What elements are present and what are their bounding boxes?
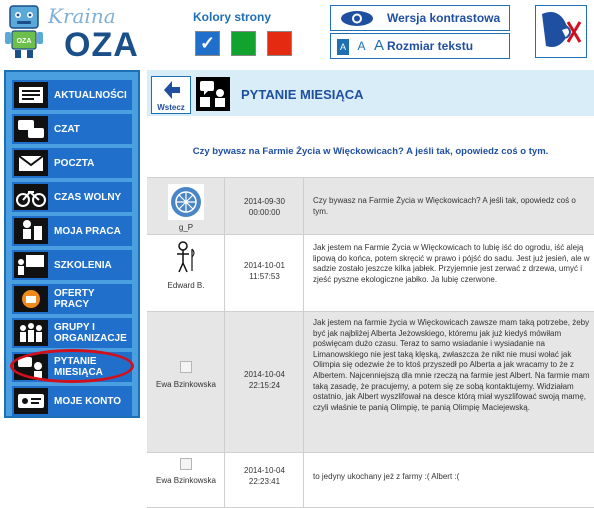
bicycle-icon bbox=[14, 184, 48, 210]
sidebar-item-label: CZAT bbox=[54, 123, 80, 135]
job-offers-icon bbox=[14, 286, 48, 312]
author-cell bbox=[147, 178, 225, 234]
avatar-placeholder bbox=[180, 361, 192, 373]
back-button[interactable] bbox=[151, 76, 191, 114]
highlight-ellipse bbox=[10, 349, 134, 383]
post-time: 22:15:24 bbox=[248, 381, 281, 390]
post-text: to jedyny ukochany jeż z farmy :( Albert :( bbox=[313, 472, 460, 481]
worker-icon bbox=[14, 218, 48, 244]
sidebar-item-moje-konto[interactable] bbox=[12, 386, 132, 416]
account-icon bbox=[14, 388, 48, 414]
sidebar-item-grupy-i-organizacje[interactable] bbox=[12, 318, 132, 348]
sidebar-item-aktualnosci[interactable] bbox=[12, 80, 132, 110]
author-cell bbox=[147, 235, 225, 311]
sidebar-item-czat[interactable] bbox=[12, 114, 132, 144]
check-icon: ✓ bbox=[199, 33, 216, 53]
robot-mascot-icon bbox=[4, 4, 44, 60]
author-name: Ewa Bzinkowska bbox=[155, 380, 217, 389]
contrast-version-button[interactable] bbox=[330, 5, 510, 31]
post-time: 11:57:53 bbox=[249, 272, 280, 281]
table-row bbox=[147, 235, 594, 312]
author-cell bbox=[147, 312, 225, 452]
font-size-small[interactable]: A bbox=[337, 39, 349, 55]
date-cell bbox=[225, 235, 304, 311]
kraina-oza-logo[interactable] bbox=[4, 2, 144, 62]
groups-icon bbox=[14, 320, 48, 346]
contrast-version-label: Wersja kontrastowa bbox=[387, 11, 501, 25]
avatar-icon bbox=[168, 184, 204, 220]
sidebar-item-oferty-pracy[interactable] bbox=[12, 284, 132, 314]
message-cell bbox=[304, 235, 594, 311]
date-cell bbox=[225, 312, 304, 452]
back-label: Wstecz bbox=[157, 103, 185, 112]
chat-icon bbox=[14, 116, 48, 142]
font-size-button[interactable] bbox=[330, 33, 510, 59]
arrow-left-icon bbox=[163, 80, 181, 100]
post-date: 2014-10-04 bbox=[244, 370, 285, 379]
font-size-medium[interactable]: A bbox=[357, 39, 366, 53]
author-name: Edward B. bbox=[167, 281, 205, 290]
author-name: g_P bbox=[178, 223, 194, 232]
sidebar-item-label: POCZTA bbox=[54, 157, 95, 169]
author-name: Ewa Bzinkowska bbox=[155, 476, 217, 485]
font-size-large[interactable]: A bbox=[373, 37, 384, 54]
table-row bbox=[147, 453, 594, 508]
sidebar-item-poczta[interactable] bbox=[12, 148, 132, 178]
sidebar-item-label: MOJA PRACA bbox=[54, 225, 121, 237]
sidebar-item-moja-praca[interactable] bbox=[12, 216, 132, 246]
sign-language-button[interactable] bbox=[535, 5, 587, 58]
post-date: 2014-10-01 bbox=[244, 261, 285, 270]
sidebar-item-szkolenia[interactable] bbox=[12, 250, 132, 280]
table-row bbox=[147, 178, 594, 235]
post-text: Jak jestem na Farmie Życia w Więckowicach to lubię iść do ogrodu, iść aleją lipową do końca, potem skręcić w prawo i pójść do sadu. Jest już jesień, ale w sadzie zostało jeszcze kilka jabłek. Przyjemnie jest zerwać z drzewa, umyć i zjeść pyszne ekologiczne jabłko. Ja lubię czerwone. bbox=[313, 243, 590, 284]
svg-text:OZA: OZA bbox=[16, 38, 32, 45]
sidebar-item-label: SZKOLENIA bbox=[54, 259, 112, 271]
post-time: 00:00:00 bbox=[248, 208, 281, 217]
date-cell bbox=[225, 178, 304, 234]
sidebar-nav bbox=[4, 70, 140, 418]
sidebar-item-label: GRUPY I ORGANIZACJE bbox=[54, 322, 127, 344]
date-cell bbox=[225, 453, 304, 507]
title-bar bbox=[147, 70, 594, 116]
post-text: Jak jestem na farmie życia w Więckowicach zawsze mam taką potrzebe, żeby być jak najbliżej Alberta Jeżowskiego, któremu jak już kiedyś mówiłam poświęcam dużo czasu. Teraz to samo wsiadanie i wysiadanie na Limanowskiego nie jest taką klęską, zwłaszcza że nikt nie musi wołać jak Olimpia się odezwie że to ktoś przyszedł po Alberta a jak wracamy to że z Albertem. Najcenniejszą dla mnie rzeczą na farmie jest Albert. Na farmie mam taką zasadę, że pracujemy, a potem się ze sobą kontaktujemy. Widziałam ostatnio, jak Albert wyszlifował na desce którą miał wyszlifować swoją mamę, czyli właśnie te panią Olimpię, te panią Olimpię Maciejewską. bbox=[313, 318, 590, 412]
mail-icon bbox=[14, 150, 48, 176]
sidebar-item-label: AKTUALNOŚCI bbox=[54, 89, 127, 101]
sidebar-item-label: MOJE KONTO bbox=[54, 395, 122, 407]
message-cell bbox=[304, 312, 594, 452]
colors-title: Kolory strony bbox=[193, 10, 272, 24]
logo-word-kraina: Kraina bbox=[48, 4, 116, 28]
font-size-label: Rozmiar tekstu bbox=[387, 39, 474, 53]
post-date: 2014-10-04 bbox=[244, 466, 285, 475]
sidebar-item-czas-wolny[interactable] bbox=[12, 182, 132, 212]
color-swatch-red[interactable] bbox=[267, 31, 292, 56]
author-cell bbox=[147, 453, 225, 507]
training-icon bbox=[14, 252, 48, 278]
sidebar-item-label: OFERTY PRACY bbox=[54, 288, 95, 310]
monthly-question: Czy bywasz na Farmie Życia w Więckowicach? A jeśli tak, opowiedz coś o tym. bbox=[192, 146, 549, 157]
gardener-avatar-icon bbox=[168, 239, 204, 275]
table-row bbox=[147, 312, 594, 453]
news-icon bbox=[14, 82, 48, 108]
page-title: PYTANIE MIESIĄCA bbox=[241, 87, 364, 102]
post-text: Czy bywasz na Farmie Życia w Więckowicach? A jeśli tak, opowiedz coś o tym. bbox=[313, 196, 576, 216]
post-time: 22:23:41 bbox=[248, 477, 281, 486]
font-size-icon bbox=[337, 37, 388, 57]
color-swatch-blue[interactable] bbox=[195, 31, 220, 56]
page-header bbox=[0, 0, 594, 66]
message-cell bbox=[304, 453, 594, 507]
question-of-month-icon bbox=[196, 77, 230, 111]
posts-table bbox=[147, 177, 594, 507]
sign-language-icon bbox=[536, 6, 586, 57]
message-cell bbox=[304, 178, 594, 234]
sidebar-item-label: PYTANIE MIESIĄCA bbox=[54, 356, 103, 378]
main-content bbox=[147, 70, 594, 503]
avatar-placeholder bbox=[180, 458, 192, 470]
post-date: 2014-09-30 bbox=[244, 197, 285, 206]
sidebar-item-label: CZAS WOLNY bbox=[54, 191, 122, 203]
eye-icon bbox=[339, 10, 375, 27]
color-swatch-green[interactable] bbox=[231, 31, 256, 56]
logo-word-oza: OZA bbox=[64, 26, 139, 64]
